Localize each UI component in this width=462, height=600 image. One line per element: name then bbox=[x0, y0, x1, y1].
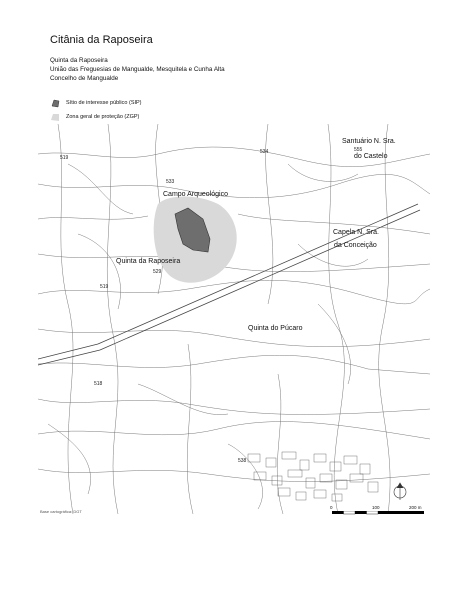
label-quinta-pucaro: Quinta do Púcaro bbox=[248, 325, 303, 332]
elev-label: 534 bbox=[260, 149, 269, 155]
label-santuario-1: Santuário N. Sra. bbox=[342, 138, 396, 145]
elev-label: 555 bbox=[354, 147, 363, 153]
legend-zgp-label: Zona geral de proteção (ZGP) bbox=[66, 114, 140, 120]
scale-label-start: 0 bbox=[330, 505, 333, 510]
elev-label: 519 bbox=[100, 284, 109, 290]
elev-label: 529 bbox=[153, 269, 162, 275]
page-title: Citânia da Raposeira bbox=[50, 34, 153, 46]
label-capela-1: Capela N. Sra. bbox=[333, 229, 379, 236]
map-legend bbox=[50, 96, 142, 124]
label-campo: Campo Arqueológico bbox=[163, 191, 228, 198]
scale-label-end: 200 m bbox=[409, 505, 422, 510]
elev-label: 519 bbox=[60, 155, 69, 161]
municipality-line: Concelho de Mangualde bbox=[50, 75, 119, 82]
scale-bar bbox=[332, 511, 424, 517]
north-arrow-icon bbox=[394, 483, 406, 500]
legend-zgp bbox=[50, 110, 142, 124]
elev-label: 533 bbox=[166, 179, 175, 185]
legend-sip-label: Sítio de interesse público (SIP) bbox=[66, 100, 142, 106]
label-quinta-raposeira: Quinta da Raposeira bbox=[116, 258, 181, 265]
label-capela-2: da Conceição bbox=[334, 242, 377, 249]
zgp-swatch-icon bbox=[50, 112, 60, 122]
location-info bbox=[50, 56, 225, 83]
legend-sip bbox=[50, 96, 142, 110]
map-credit: Base cartográfica: DGT bbox=[40, 509, 82, 514]
elev-label: 538 bbox=[238, 458, 247, 464]
built-up-area bbox=[248, 452, 378, 501]
locality-line: Quinta da Raposeira bbox=[50, 57, 108, 64]
scale-label-mid: 100 bbox=[372, 505, 380, 510]
parish-line: União das Freguesias de Mangualde, Mesquitela e Cunha Alta bbox=[50, 66, 225, 73]
elev-label: 518 bbox=[94, 381, 103, 387]
cadastral-map bbox=[38, 124, 430, 514]
sip-swatch-icon bbox=[50, 98, 60, 108]
label-santuario-2: do Castelo bbox=[354, 153, 388, 160]
map-linework bbox=[38, 124, 430, 514]
